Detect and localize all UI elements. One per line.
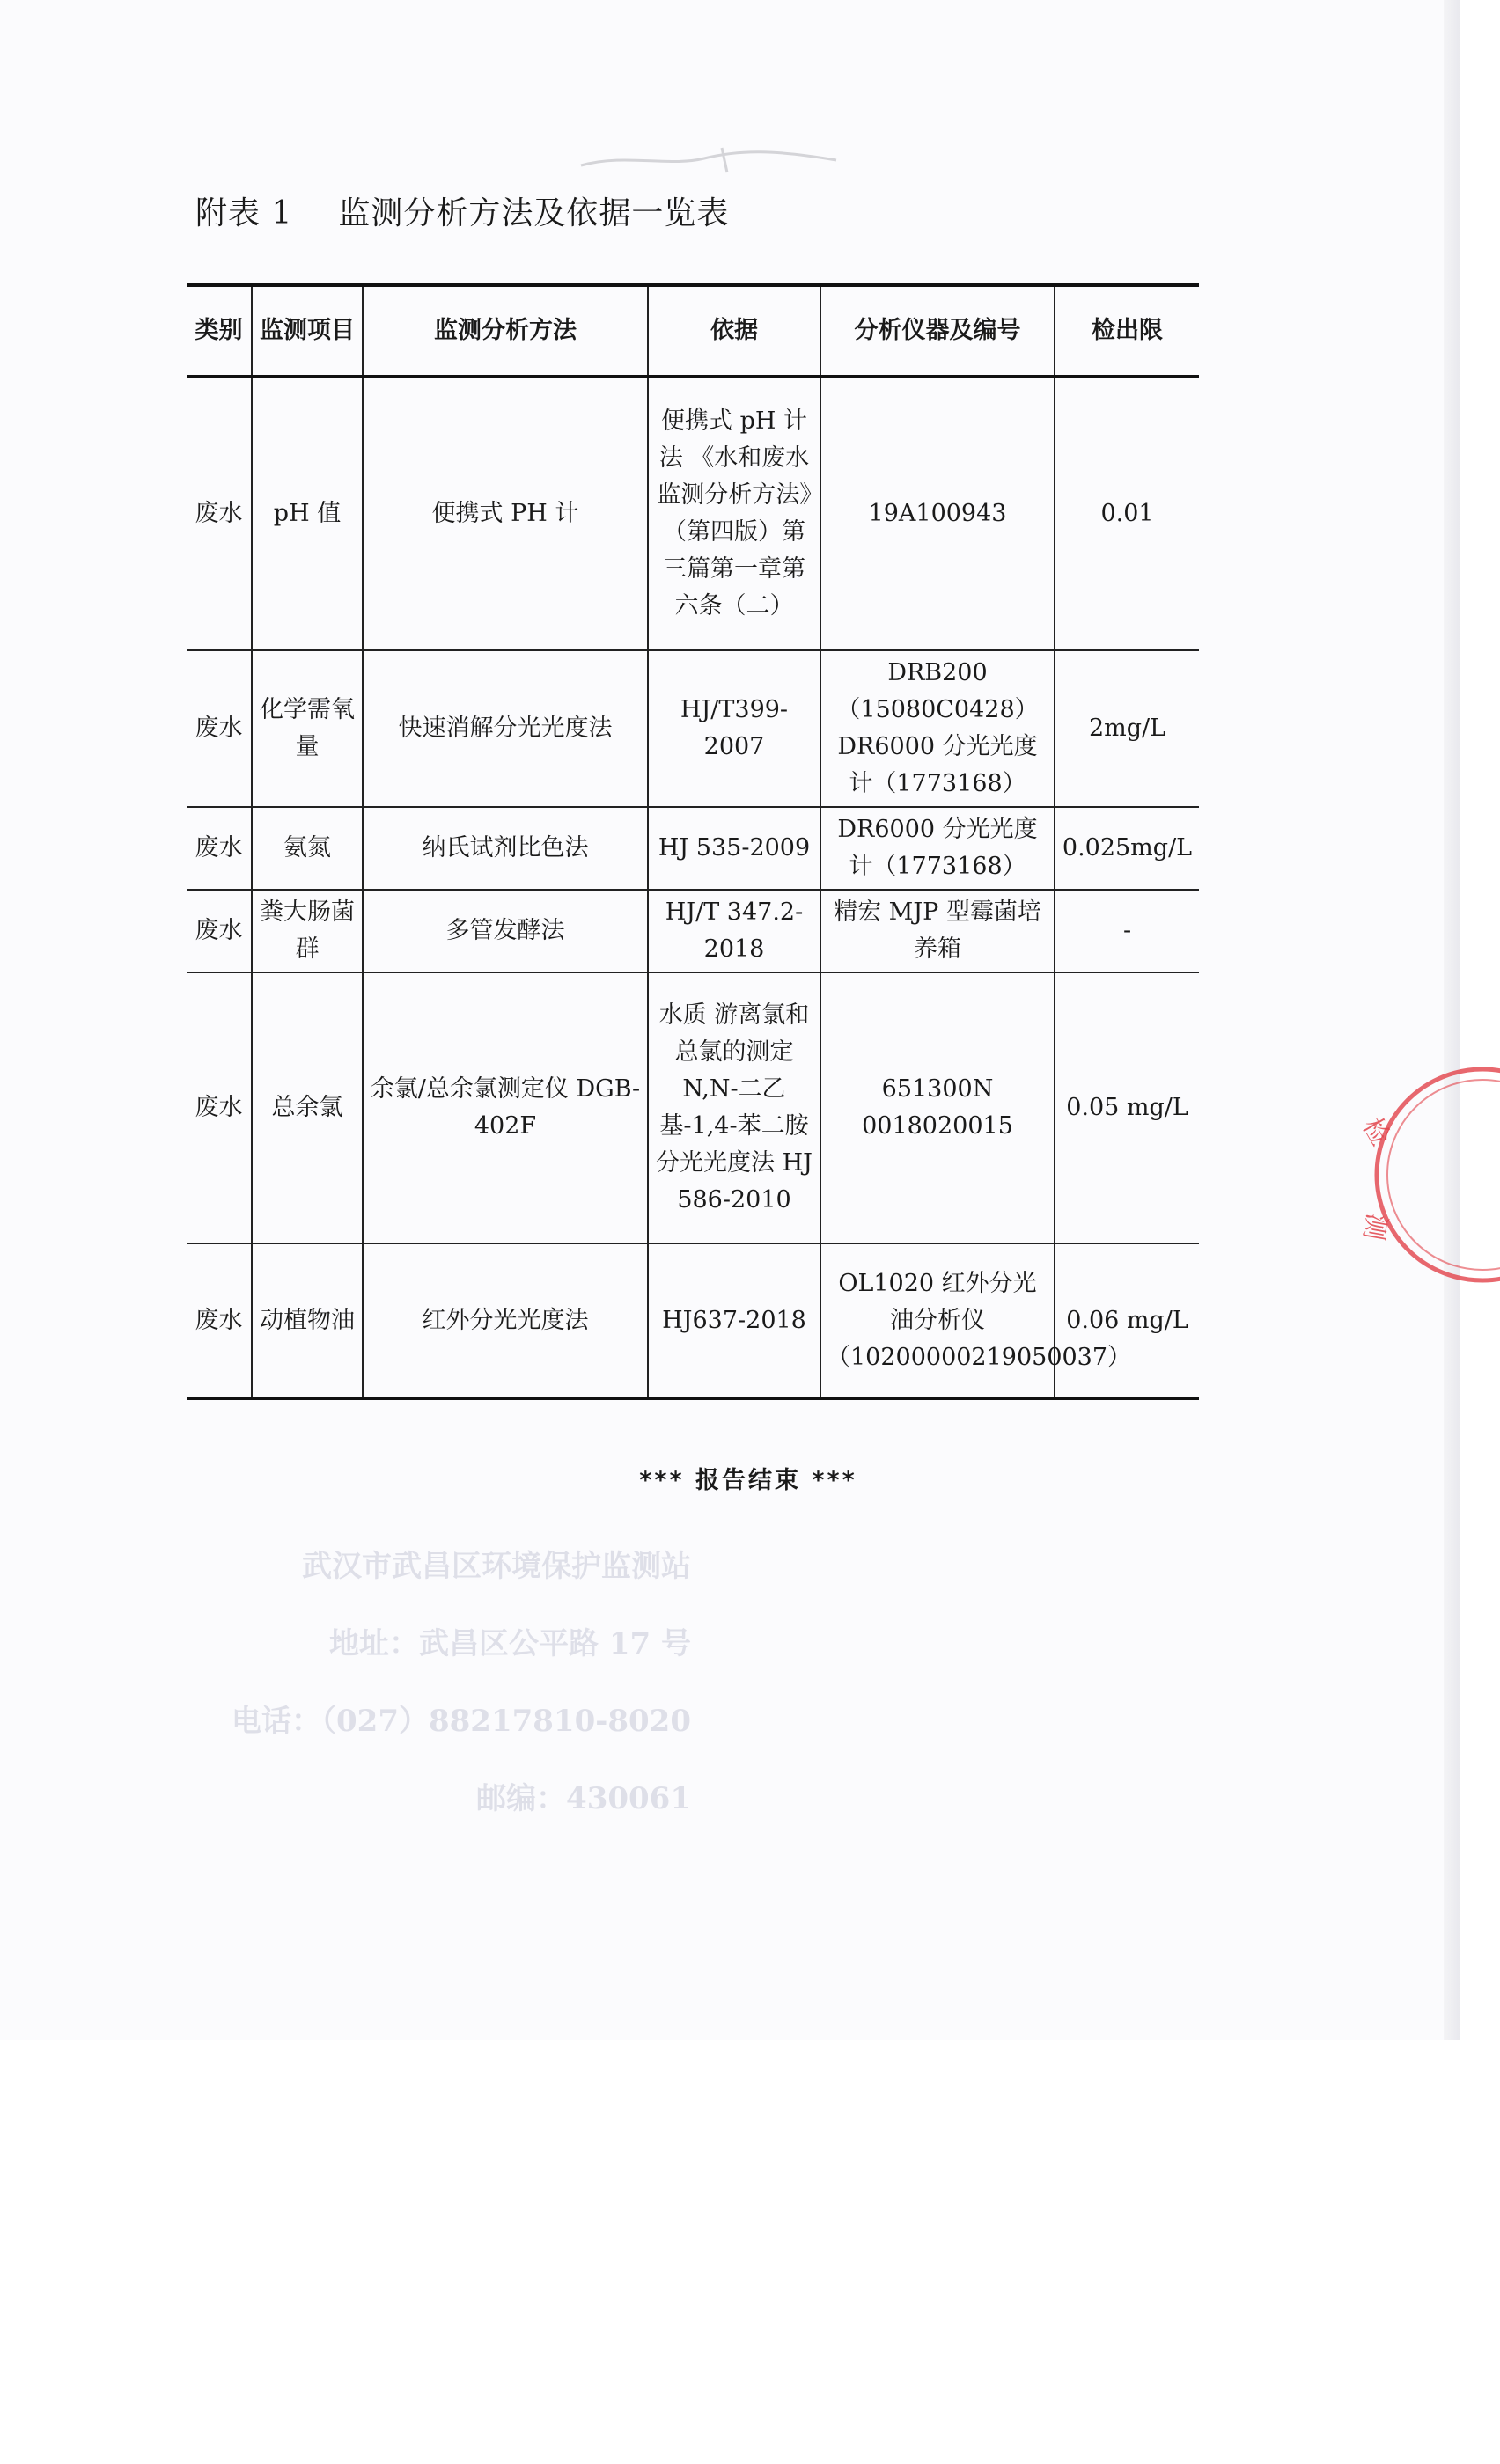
red-seal-stamp bbox=[1342, 1060, 1500, 1289]
cell-instrument: 精宏 MJP 型霉菌培养箱 bbox=[820, 890, 1055, 972]
cell-item: 氨氮 bbox=[252, 807, 363, 890]
bleed-through-address: 地址：武昌区公平路 17 号 bbox=[329, 1626, 691, 1661]
header-category: 类别 bbox=[187, 285, 252, 377]
cell-item: pH 值 bbox=[252, 377, 363, 650]
cell-instrument: 19A100943 bbox=[820, 377, 1055, 650]
cell-limit: 0.025mg/L bbox=[1055, 807, 1199, 890]
bleed-through-org-name: 武汉市武昌区环境保护监测站 bbox=[302, 1549, 691, 1584]
cell-method: 便携式 PH 计 bbox=[363, 377, 648, 650]
cell-basis: HJ/T399-2007 bbox=[648, 650, 820, 807]
cell-limit: 0.01 bbox=[1055, 377, 1199, 650]
cell-basis: HJ637-2018 bbox=[648, 1243, 820, 1399]
report-end-mark: *** 报告结束 *** bbox=[639, 1467, 857, 1494]
header-limit: 检出限 bbox=[1055, 285, 1199, 377]
bleed-through-phone: 电话：（027）88217810-8020 bbox=[232, 1704, 691, 1739]
table-row bbox=[187, 972, 1199, 1243]
page-edge-shadow bbox=[1444, 0, 1460, 2040]
cell-instrument: 651300N 0018020015 bbox=[820, 972, 1055, 1243]
table-row bbox=[187, 650, 1199, 807]
header-method: 监测分析方法 bbox=[363, 285, 648, 377]
cell-category: 废水 bbox=[187, 890, 252, 972]
cell-item: 粪大肠菌群 bbox=[252, 890, 363, 972]
cell-limit: 0.05 mg/L bbox=[1055, 972, 1199, 1243]
header-instrument: 分析仪器及编号 bbox=[820, 285, 1055, 377]
cell-limit: 0.06 mg/L bbox=[1055, 1243, 1199, 1399]
table-row bbox=[187, 890, 1199, 972]
cell-basis: 水质 游离氯和总氯的测定 N,N-二乙基-1,4-苯二胺分光光度法 HJ 586-2010 bbox=[648, 972, 820, 1243]
page-title bbox=[195, 188, 729, 233]
cell-instrument: OL1020 红外分光油分析仪（10200000219050037） bbox=[820, 1243, 1055, 1399]
cell-category: 废水 bbox=[187, 972, 252, 1243]
seal-glyph-1: 检 bbox=[1356, 1112, 1396, 1152]
cell-method: 多管发酵法 bbox=[363, 890, 648, 972]
cell-category: 废水 bbox=[187, 807, 252, 890]
cell-item: 化学需氧量 bbox=[252, 650, 363, 807]
cell-instrument: DR6000 分光光度计（1773168） bbox=[820, 807, 1055, 890]
cell-basis: HJ/T 347.2-2018 bbox=[648, 890, 820, 972]
header-item: 监测项目 bbox=[252, 285, 363, 377]
cell-method: 余氯/总余氯测定仪 DGB-402F bbox=[363, 972, 648, 1243]
cell-method: 快速消解分光光度法 bbox=[363, 650, 648, 807]
cell-category: 废水 bbox=[187, 650, 252, 807]
seal-inner-ring bbox=[1387, 1080, 1500, 1270]
cell-basis: 便携式 pH 计法 《水和废水监测分析方法》（第四版）第三篇第一章第六条（二） bbox=[648, 377, 820, 650]
cell-limit: 2mg/L bbox=[1055, 650, 1199, 807]
cell-category: 废水 bbox=[187, 1243, 252, 1399]
title-main: 监测分析方法及依据一览表 bbox=[338, 195, 730, 231]
bleed-through-postcode: 邮编：430061 bbox=[476, 1781, 691, 1816]
cell-category: 废水 bbox=[187, 377, 252, 650]
table-row bbox=[187, 1243, 1199, 1399]
cell-limit: - bbox=[1055, 890, 1199, 972]
seal-ring bbox=[1377, 1069, 1500, 1280]
cell-item: 动植物油 bbox=[252, 1243, 363, 1399]
seal-glyph-2: 测 bbox=[1357, 1211, 1393, 1243]
cell-basis: HJ 535-2009 bbox=[648, 807, 820, 890]
cell-instrument: DRB200（15080C0428）DR6000 分光光度计（1773168） bbox=[820, 650, 1055, 807]
table-row bbox=[187, 807, 1199, 890]
cell-method: 红外分光光度法 bbox=[363, 1243, 648, 1399]
cell-item: 总余氯 bbox=[252, 972, 363, 1243]
cell-method: 纳氏试剂比色法 bbox=[363, 807, 648, 890]
header-basis: 依据 bbox=[648, 285, 820, 377]
table-row bbox=[187, 377, 1199, 650]
title-prefix: 附表 1 bbox=[195, 195, 293, 231]
monitoring-methods-table bbox=[187, 283, 1199, 1400]
table-header-row bbox=[187, 285, 1199, 377]
pencil-scribble-mark bbox=[572, 141, 854, 176]
